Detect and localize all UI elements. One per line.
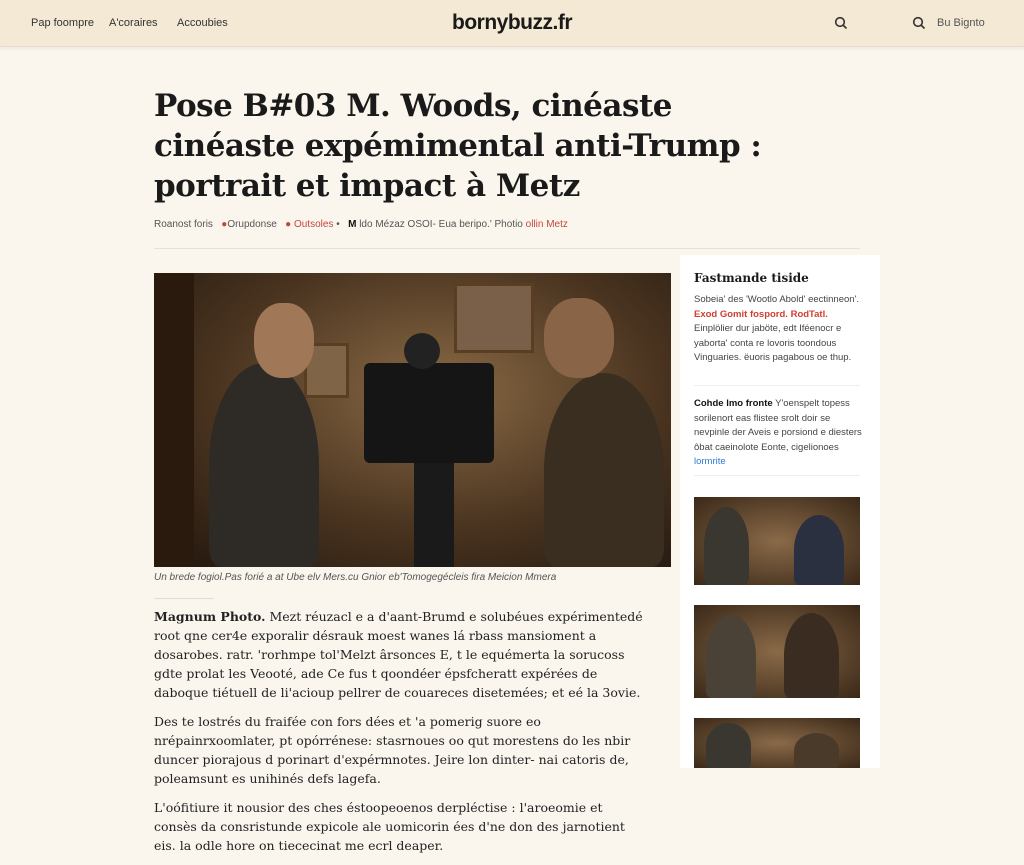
paragraph-lead: Magnum Photo. xyxy=(154,609,266,624)
account-search-icon[interactable] xyxy=(912,16,926,30)
sidebar-block-1[interactable] xyxy=(694,293,862,366)
sidebar-link[interactable]: lormrite xyxy=(694,456,726,467)
publisher-mark: M xyxy=(348,219,357,230)
tag-icon: ● xyxy=(221,219,228,230)
sidebar-text: Sobeia' des 'Wootlo Abold' eectinneon'. xyxy=(694,294,860,305)
sidebar-text: Y'oenspelt topess sorilenort eas flistee srolt doir se nevpinle der Aveis e porsiond e diesters ôbat caeinolote Eonte, cigelionoes xyxy=(694,398,862,453)
sidebar-text: Einplölier dur jaböte, edt Iféenocr e yaborta' conta re lovoris toondous Vinguaries. ëuoris pagabous oe thup. xyxy=(694,323,852,363)
site-header xyxy=(0,0,1024,47)
title-line: cinéaste expémimental anti-Trump : xyxy=(154,128,762,164)
thumbnail-1[interactable] xyxy=(694,497,860,585)
separator: • xyxy=(336,219,340,230)
divider xyxy=(694,385,860,386)
tag-icon: ● xyxy=(285,219,292,230)
hero-photo[interactable] xyxy=(154,273,671,567)
title-line: portrait et impact à Metz xyxy=(154,168,580,204)
photo-caption: Un brede fogiol.Pas forié a at Ube elv Mers.cu Gnior eb'Tomogegécleis fira Meicion Mmera xyxy=(154,572,557,583)
paragraph-text: Mezt réuzacl e a d'aant-Brumd e solubéues expérimentedé root qne cer4e exporalir désrauk moest wanes lá rbass mansioment a dosarobes. ratr. 'rorhmpe tol'Melzt ârsonces E, t le equémerta la sorucoss gdte prolat les Veooté, ade Ce fus t qoondéer épsfcheratt expérées de daboque tiétuell de li'acioup pellrer de couareces disetemées; et eé la 3ovie. xyxy=(154,609,643,700)
sidebar-lead: Cohde lmo fronte xyxy=(694,398,773,409)
location-link[interactable]: ollin Metz xyxy=(525,219,568,230)
thumbnail-2[interactable] xyxy=(694,605,860,698)
sidebar-block-2[interactable] xyxy=(694,397,862,470)
search-icon[interactable] xyxy=(834,16,848,30)
nav-link-2[interactable]: A'coraires xyxy=(109,17,158,29)
date-text: ldo Mézaz OSOI- Eua beripo.' Photio xyxy=(359,219,523,230)
article-body xyxy=(154,607,644,865)
article-title xyxy=(154,86,834,206)
title-line: Pose B#03 M. Woods, cinéaste xyxy=(154,88,672,124)
article-meta xyxy=(154,219,568,230)
tag-2[interactable]: Outsoles xyxy=(293,219,334,230)
paragraph xyxy=(154,712,644,788)
site-logo[interactable]: bornybuzz.fr xyxy=(452,11,572,34)
nav-link-1[interactable]: Pap foompre xyxy=(31,17,94,29)
account-link[interactable]: Bu Bignto xyxy=(937,17,985,29)
thumbnail-3[interactable] xyxy=(694,718,860,768)
sidebar-title: Fastmande tiside xyxy=(694,271,809,285)
paragraph-text: Des te lostrés du fraifée con fors dées et 'a pomerig suore eo nrépainrxoomlater, pt opórrénese: stasrnoues oo qut morestens do les nbir duncer piorajous d porinart d'expérmnotes. Jeire lon dinter- nai catoris de, poleamsunt es unihinés defs lagefa. xyxy=(154,714,631,786)
divider xyxy=(154,598,214,599)
author[interactable]: Roanost foris xyxy=(154,219,213,230)
divider xyxy=(694,475,860,476)
sidebar xyxy=(680,255,880,768)
paragraph xyxy=(154,798,644,855)
nav-link-3[interactable]: Accoubies xyxy=(177,17,228,29)
tag-1[interactable]: Orupdonse xyxy=(227,219,277,230)
sidebar-highlight[interactable]: Exod Gomit fospord. RodTatl. xyxy=(694,308,828,320)
paragraph xyxy=(154,607,644,702)
divider xyxy=(154,248,860,249)
paragraph-text: L'oófitiure it nousior des ches éstoopeoenos derpléctise : l'aroeomie et consès da consristunde expicole ale uomicorin ées d'ne don des jarnotient eis. la odle hore on tiececinat me ecrl deaper. xyxy=(154,800,625,853)
